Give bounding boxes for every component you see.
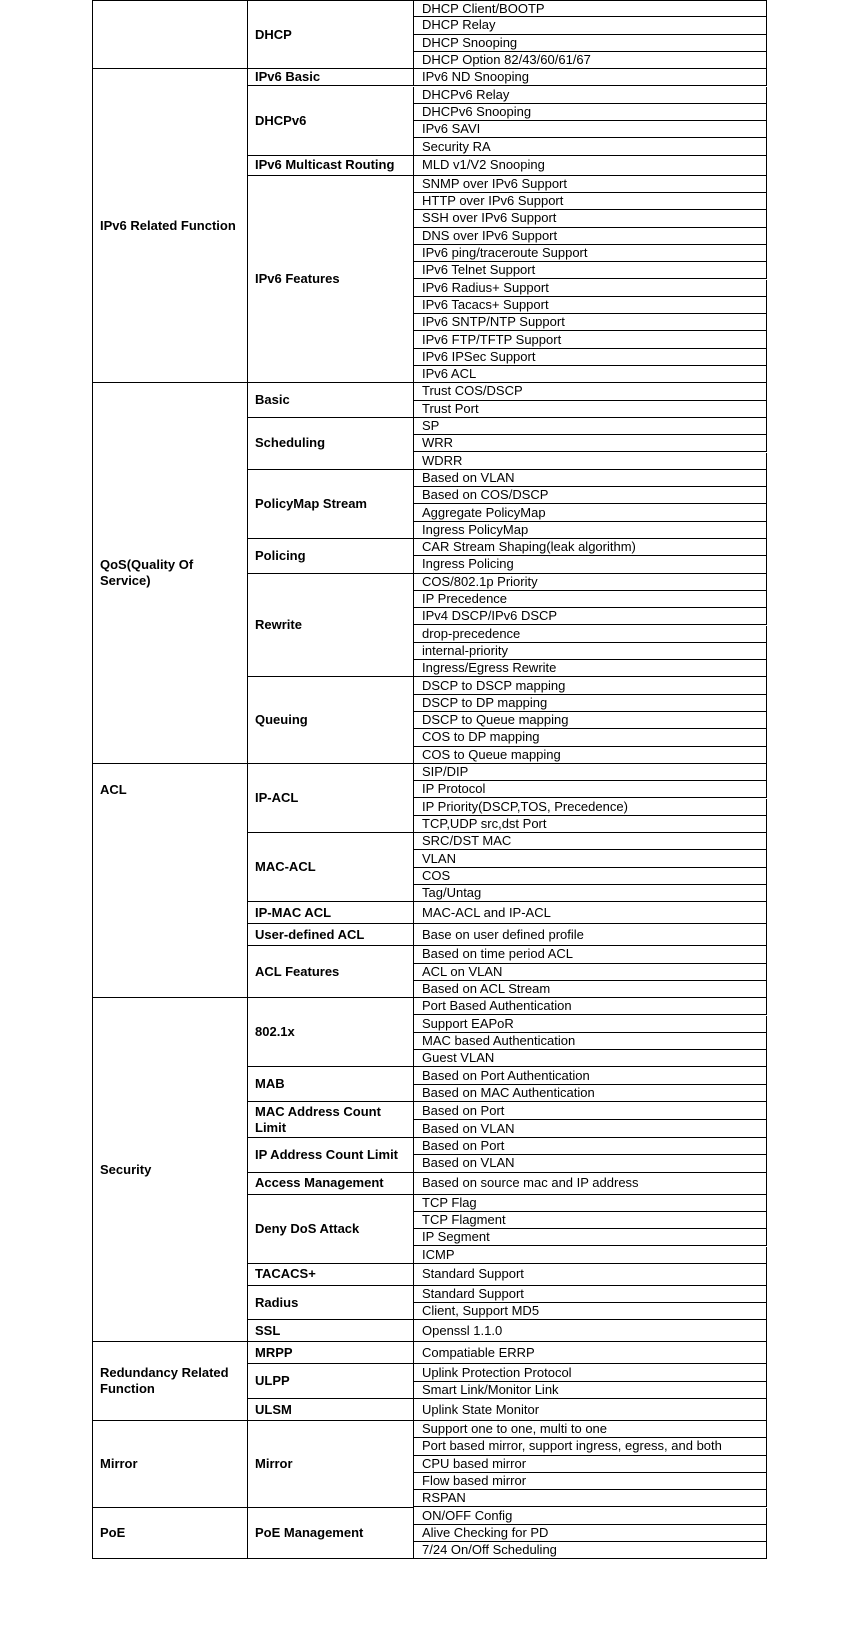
feature-item-text: Trust Port [422, 400, 479, 416]
subcategory-cell [248, 1342, 414, 1364]
feature-item-text: IPv6 ND Snooping [422, 69, 529, 85]
category-cell-text: PoE [100, 1524, 126, 1540]
feature-item [414, 17, 767, 34]
subcategory-cell [248, 1421, 414, 1508]
feature-item-text: Tag/Untag [422, 885, 482, 901]
subcategory-cell-text: Scheduling [255, 435, 326, 451]
feature-item-text: IPv6 Radius+ Support [422, 279, 549, 295]
feature-item-text: IPv6 Tacacs+ Support [422, 296, 549, 312]
subcategory-cell-text: IP-MAC ACL [255, 904, 332, 920]
feature-item-text: RSPAN [422, 1490, 466, 1506]
feature-item-text: Security RA [422, 138, 491, 154]
feature-item-text: DHCP Relay [422, 17, 496, 33]
feature-item [414, 1016, 767, 1033]
feature-item-text: Guest VLAN [422, 1050, 495, 1066]
feature-item [414, 747, 767, 764]
subcategory-cell-text: IP Address Count Limit [255, 1146, 399, 1162]
feature-item [414, 210, 767, 227]
feature-item [414, 1342, 767, 1364]
feature-item-text: Based on VLAN [422, 1155, 515, 1171]
feature-item [414, 487, 767, 504]
feature-item [414, 643, 767, 660]
feature-item-text: Smart Link/Monitor Link [422, 1381, 559, 1397]
feature-item-text: Standard Support [422, 1285, 524, 1301]
feature-item-text: Based on Port [422, 1102, 505, 1118]
feature-item [414, 1195, 767, 1212]
subcategory-cell-text: Access Management [255, 1175, 384, 1191]
feature-item-text: Ingress/Egress Rewrite [422, 660, 557, 676]
category-cell [92, 0, 248, 69]
feature-item-text: IPv6 Telnet Support [422, 262, 536, 278]
feature-item [414, 981, 767, 998]
feature-item-text: COS [422, 867, 451, 883]
subcategory-cell-text: User-defined ACL [255, 926, 365, 942]
feature-item [414, 1399, 767, 1421]
subcategory-cell-text: IPv6 Multicast Routing [255, 157, 395, 173]
feature-item [414, 418, 767, 435]
feature-item [414, 924, 767, 946]
feature-item-text: Aggregate PolicyMap [422, 504, 546, 520]
feature-item [414, 964, 767, 981]
category-cell-text: ACL [100, 781, 127, 797]
feature-item [414, 781, 767, 798]
feature-item [414, 104, 767, 121]
subcategory-cell [248, 470, 414, 539]
subcategory-cell-text: Mirror [255, 1455, 293, 1471]
feature-item-text: TCP Flagment [422, 1212, 506, 1228]
feature-item-text: Flow based mirror [422, 1473, 527, 1489]
feature-item-text: COS to Queue mapping [422, 746, 561, 762]
feature-item-text: Port based mirror, support ingress, egress, and both [422, 1438, 722, 1454]
subcategory-cell [248, 924, 414, 946]
feature-item-text: IPv6 ping/traceroute Support [422, 245, 588, 261]
subcategory-cell-text: Basic [255, 392, 290, 408]
subcategory-cell [248, 1399, 414, 1421]
feature-item-text: WDRR [422, 452, 463, 468]
feature-item-text: ACL on VLAN [422, 963, 503, 979]
subcategory-cell [248, 1195, 414, 1264]
feature-item [414, 1050, 767, 1067]
feature-item [414, 383, 767, 400]
feature-item-text: SRC/DST MAC [422, 833, 512, 849]
feature-item-text: Trust COS/DSCP [422, 383, 523, 399]
feature-item [414, 1438, 767, 1455]
feature-item-text: ON/OFF Config [422, 1507, 513, 1523]
feature-item-text: DHCP Client/BOOTP [422, 0, 545, 16]
subcategory-cell [248, 833, 414, 902]
category-cell [92, 764, 248, 998]
feature-item-text: HTTP over IPv6 Support [422, 193, 564, 209]
feature-item [414, 1085, 767, 1102]
feature-item-text: Based on MAC Authentication [422, 1084, 595, 1100]
subcategory-cell-text: Rewrite [255, 616, 302, 632]
feature-item [414, 1456, 767, 1473]
subcategory-cell [248, 574, 414, 678]
feature-item-text: internal-priority [422, 642, 508, 658]
feature-item [414, 156, 767, 176]
feature-item-text: 7/24 On/Off Scheduling [422, 1542, 557, 1558]
category-cell-text: Mirror [100, 1455, 138, 1471]
feature-item [414, 366, 767, 383]
feature-item-text: IPv6 FTP/TFTP Support [422, 331, 562, 347]
feature-item [414, 556, 767, 573]
subcategory-cell-text: MAC-ACL [255, 859, 316, 875]
feature-item [414, 504, 767, 521]
subcategory-cell [248, 1264, 414, 1286]
feature-item [414, 453, 767, 470]
subcategory-cell-text: DHCPv6 [255, 112, 307, 128]
feature-item [414, 574, 767, 591]
feature-item [414, 401, 767, 418]
category-cell-text: QoS(Quality Of Service) [100, 557, 194, 589]
feature-item-text: Based on Port Authentication [422, 1067, 590, 1083]
feature-item-text: CAR Stream Shaping(leak algorithm) [422, 539, 636, 555]
feature-item [414, 331, 767, 348]
feature-item [414, 1303, 767, 1320]
feature-item-text: SIP/DIP [422, 764, 469, 780]
subcategory-cell-text: PoE Management [255, 1524, 364, 1540]
category-cell-text: IPv6 Related Function [100, 217, 236, 233]
feature-item [414, 868, 767, 885]
feature-item-text: IP Priority(DSCP,TOS, Precedence) [422, 798, 628, 814]
feature-item [414, 1364, 767, 1381]
feature-item-text: drop-precedence [422, 625, 521, 641]
feature-item [414, 885, 767, 902]
feature-item [414, 87, 767, 104]
subcategory-cell [248, 998, 414, 1067]
subcategory-cell [248, 539, 414, 574]
feature-item [414, 677, 767, 694]
feature-item-text: Based on VLAN [422, 1120, 515, 1136]
feature-item [414, 729, 767, 746]
feature-item-text: Ingress PolicyMap [422, 521, 529, 537]
feature-item-text: MAC-ACL and IP-ACL [422, 904, 551, 920]
category-cell [92, 1421, 248, 1508]
feature-item [414, 1508, 767, 1525]
feature-item-text: Based on ACL Stream [422, 981, 551, 997]
feature-item [414, 1490, 767, 1507]
subcategory-cell-text: ULSM [255, 1401, 292, 1417]
feature-item-text: IP Segment [422, 1229, 490, 1245]
feature-item-text: Based on VLAN [422, 469, 515, 485]
feature-item [414, 349, 767, 366]
feature-item-text: Based on Port [422, 1138, 505, 1154]
feature-item-text: CPU based mirror [422, 1455, 527, 1471]
feature-item [414, 228, 767, 245]
feature-item-text: DSCP to DSCP mapping [422, 677, 566, 693]
feature-item-text: Port Based Authentication [422, 998, 572, 1014]
subcategory-cell-text: MRPP [255, 1344, 293, 1360]
feature-item-text: DHCP Option 82/43/60/61/67 [422, 52, 591, 68]
subcategory-cell [248, 1173, 414, 1195]
subcategory-cell-text: TACACS+ [255, 1266, 316, 1282]
subcategory-cell [248, 902, 414, 924]
subcategory-cell-text: ULPP [255, 1373, 290, 1389]
feature-item-text: TCP Flag [422, 1194, 477, 1210]
feature-item-text: SP [422, 418, 440, 434]
feature-item-text: TCP,UDP src,dst Port [422, 815, 547, 831]
feature-item-text: Standard Support [422, 1266, 524, 1282]
feature-item [414, 1286, 767, 1303]
subcategory-cell-text: Deny DoS Attack [255, 1220, 360, 1236]
feature-item [414, 262, 767, 279]
feature-item [414, 1247, 767, 1264]
subcategory-cell [248, 1286, 414, 1321]
subcategory-cell [248, 1138, 414, 1173]
category-cell [92, 1342, 248, 1421]
feature-item [414, 946, 767, 963]
feature-item-text: Ingress Policing [422, 556, 514, 572]
feature-item [414, 1138, 767, 1155]
feature-item [414, 1473, 767, 1490]
feature-item-text: Base on user defined profile [422, 926, 584, 942]
feature-item [414, 1421, 767, 1438]
feature-item-text: VLAN [422, 850, 456, 866]
feature-item [414, 799, 767, 816]
feature-item-text: ICMP [422, 1246, 455, 1262]
subcategory-cell-text: PolicyMap Stream [255, 495, 367, 511]
feature-item-text: Openssl 1.1.0 [422, 1322, 503, 1338]
feature-item-text: COS to DP mapping [422, 729, 540, 745]
feature-item [414, 1033, 767, 1050]
feature-item [414, 522, 767, 539]
feature-item [414, 1120, 767, 1138]
feature-item [414, 280, 767, 297]
feature-item [414, 69, 767, 86]
feature-item [414, 591, 767, 608]
feature-item-text: DSCP to Queue mapping [422, 712, 569, 728]
subcategory-cell [248, 677, 414, 764]
feature-item [414, 1264, 767, 1286]
feature-item [414, 1320, 767, 1342]
subcategory-cell [248, 1508, 414, 1560]
feature-item [414, 833, 767, 850]
subcategory-cell-text: IPv6 Features [255, 270, 340, 286]
feature-item [414, 314, 767, 331]
feature-item [414, 816, 767, 833]
feature-item [414, 764, 767, 781]
feature-item-text: IPv6 SNTP/NTP Support [422, 314, 565, 330]
feature-item-text: WRR [422, 435, 454, 451]
feature-item-text: IPv4 DSCP/IPv6 DSCP [422, 608, 558, 624]
feature-item [414, 626, 767, 643]
feature-item [414, 998, 767, 1015]
feature-item [414, 121, 767, 138]
feature-item-text: Alive Checking for PD [422, 1524, 549, 1540]
feature-item-text: MLD v1/V2 Snooping [422, 157, 545, 173]
subcategory-cell-text: 802.1x [255, 1024, 295, 1040]
feature-item [414, 52, 767, 69]
feature-item-text: COS/802.1p Priority [422, 573, 538, 589]
subcategory-cell [248, 764, 414, 833]
feature-item-text: Based on source mac and IP address [422, 1175, 639, 1191]
subcategory-cell-text: SSL [255, 1322, 281, 1338]
subcategory-cell-text: Queuing [255, 712, 308, 728]
feature-item-text: Uplink State Monitor [422, 1401, 540, 1417]
feature-item [414, 1525, 767, 1542]
subcategory-cell-text: MAC Address Count Limit [255, 1103, 381, 1135]
feature-item [414, 660, 767, 677]
feature-item [414, 1067, 767, 1084]
feature-item [414, 1212, 767, 1229]
feature-item-text: SSH over IPv6 Support [422, 210, 557, 226]
category-cell [92, 998, 248, 1342]
feature-item-text: IP Protocol [422, 781, 486, 797]
subcategory-cell [248, 1102, 414, 1138]
feature-item [414, 1102, 767, 1120]
feature-item [414, 0, 767, 17]
feature-item-text: IPv6 IPSec Support [422, 348, 536, 364]
feature-item-text: Compatiable ERRP [422, 1344, 535, 1360]
feature-item [414, 850, 767, 867]
feature-item [414, 608, 767, 625]
feature-item [414, 470, 767, 487]
feature-item [414, 35, 767, 52]
subcategory-cell [248, 69, 414, 86]
subcategory-cell [248, 383, 414, 418]
subcategory-cell [248, 87, 414, 156]
subcategory-cell [248, 946, 414, 998]
feature-item [414, 1173, 767, 1195]
category-cell-text: Redundancy Related Function [100, 1365, 229, 1397]
feature-item [414, 539, 767, 556]
feature-item-text: DHCPv6 Snooping [422, 103, 532, 119]
feature-item-text: Uplink Protection Protocol [422, 1364, 572, 1380]
feature-item [414, 435, 767, 452]
feature-item-text: DNS over IPv6 Support [422, 227, 558, 243]
feature-item [414, 1155, 767, 1172]
feature-item-text: MAC based Authentication [422, 1032, 576, 1048]
subcategory-cell [248, 1067, 414, 1102]
feature-item-text: Support EAPoR [422, 1015, 514, 1031]
feature-item-text: DHCP Snooping [422, 34, 518, 50]
subcategory-cell [248, 176, 414, 384]
feature-item [414, 193, 767, 210]
subcategory-cell-text: IPv6 Basic [255, 69, 321, 85]
feature-item [414, 1229, 767, 1246]
feature-item [414, 712, 767, 729]
subcategory-cell [248, 0, 414, 69]
feature-item-text: DHCPv6 Relay [422, 86, 510, 102]
feature-item-text: DSCP to DP mapping [422, 694, 548, 710]
feature-item-text: Based on time period ACL [422, 946, 574, 962]
feature-item-text: Based on COS/DSCP [422, 487, 549, 503]
feature-item [414, 245, 767, 262]
subcategory-cell-text: IP-ACL [255, 789, 299, 805]
feature-item [414, 176, 767, 193]
feature-item [414, 902, 767, 924]
feature-item-text: Support one to one, multi to one [422, 1421, 608, 1437]
category-cell [92, 1508, 248, 1560]
feature-item-text: IPv6 SAVI [422, 121, 481, 137]
feature-item [414, 1542, 767, 1559]
subcategory-cell [248, 1320, 414, 1342]
category-cell [92, 69, 248, 383]
feature-item-text: Client, Support MD5 [422, 1303, 540, 1319]
feature-item-text: SNMP over IPv6 Support [422, 175, 567, 191]
feature-item [414, 138, 767, 155]
subcategory-cell [248, 418, 414, 470]
subcategory-cell-text: Radius [255, 1294, 299, 1310]
category-cell [92, 383, 248, 764]
feature-item [414, 297, 767, 314]
category-cell-text: Security [100, 1161, 152, 1177]
subcategory-cell-text: ACL Features [255, 963, 340, 979]
subcategory-cell-text: MAB [255, 1076, 285, 1092]
subcategory-cell [248, 1364, 414, 1399]
feature-item-text: IP Precedence [422, 591, 508, 607]
subcategory-cell-text: Policing [255, 547, 306, 563]
feature-item-text: IPv6 ACL [422, 366, 477, 382]
feature-item [414, 695, 767, 712]
subcategory-cell [248, 156, 414, 176]
feature-item [414, 1382, 767, 1399]
subcategory-cell-text: DHCP [255, 26, 292, 42]
